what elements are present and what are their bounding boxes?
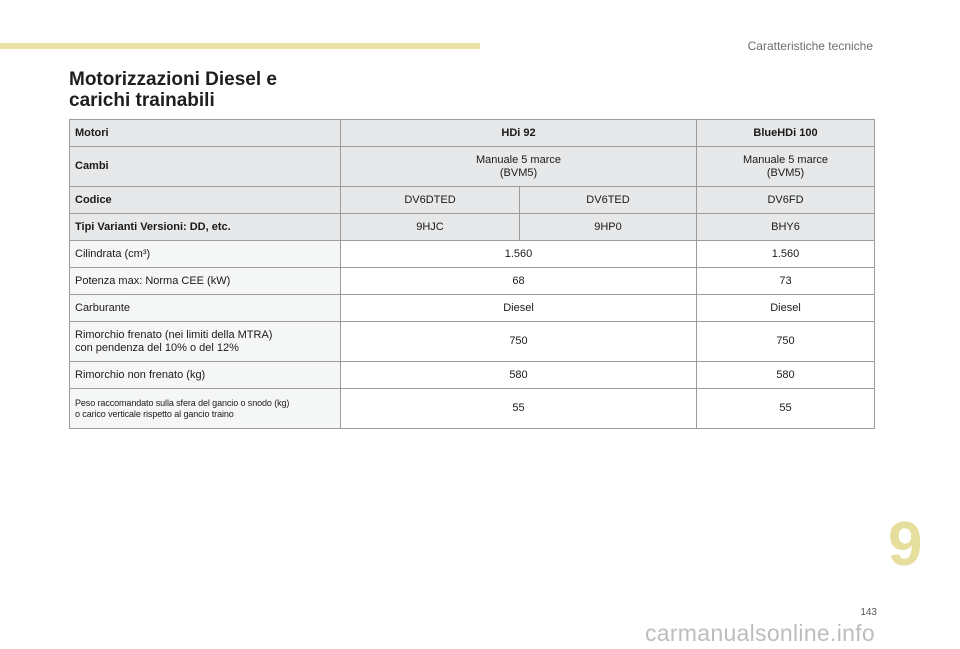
specs-table: [69, 119, 875, 429]
row-label: Rimorchio frenato (nei limiti della MTRA) con pendenza del 10% o del 12%: [70, 322, 341, 362]
value-cell: 580: [697, 362, 875, 389]
row-label: Carburante: [70, 295, 341, 322]
table-row: [70, 214, 875, 241]
row-label: Tipi Varianti Versioni: DD, etc.: [70, 214, 341, 241]
code-cell: DV6FD: [697, 187, 875, 214]
value-cell: 1.560: [697, 241, 875, 268]
row-label: Cambi: [70, 147, 341, 187]
page-number: 143: [860, 607, 877, 618]
code-cell: DV6TED: [520, 187, 697, 214]
table-row: [70, 322, 875, 362]
value-cell: 68: [341, 268, 697, 295]
row-label: Potenza max: Norma CEE (kW): [70, 268, 341, 295]
table-row: [70, 147, 875, 187]
variant-cell: 9HP0: [520, 214, 697, 241]
chapter-number: 9: [888, 510, 923, 579]
table-row: [70, 241, 875, 268]
table-row: [70, 389, 875, 429]
table-row: [70, 295, 875, 322]
code-cell: DV6DTED: [341, 187, 520, 214]
page-title-line-1: Motorizzazioni Diesel e: [69, 69, 277, 90]
watermark: carmanualsonline.info: [644, 620, 875, 646]
section-header: Caratteristiche tecniche: [747, 39, 873, 53]
value-cell: 1.560: [341, 241, 697, 268]
row-label: Codice: [70, 187, 341, 214]
page-title: [69, 69, 277, 111]
value-cell: 750: [341, 322, 697, 362]
row-label: Rimorchio non frenato (kg): [70, 362, 341, 389]
value-cell: 580: [341, 362, 697, 389]
row-label: Cilindrata (cm³): [70, 241, 341, 268]
table-row: [70, 120, 875, 147]
value-cell: 55: [697, 389, 875, 429]
variant-cell: BHY6: [697, 214, 875, 241]
gearbox-cell: Manuale 5 marce (BVM5): [341, 147, 697, 187]
engine-name-cell: BlueHDi 100: [697, 120, 875, 147]
table-row: [70, 187, 875, 214]
table-row: [70, 362, 875, 389]
value-cell: Diesel: [341, 295, 697, 322]
value-cell: 750: [697, 322, 875, 362]
row-label: Motori: [70, 120, 341, 147]
variant-cell: 9HJC: [341, 214, 520, 241]
gearbox-cell: Manuale 5 marce (BVM5): [697, 147, 875, 187]
value-cell: 55: [341, 389, 697, 429]
engine-name-cell: HDi 92: [341, 120, 697, 147]
table-row: [70, 268, 875, 295]
page-title-line-2: carichi trainabili: [69, 90, 215, 111]
top-accent-bar: [0, 43, 480, 49]
value-cell: 73: [697, 268, 875, 295]
value-cell: Diesel: [697, 295, 875, 322]
row-label: Peso raccomandato sulla sfera del gancio o snodo (kg) o carico verticale rispetto al gancio traino: [70, 389, 341, 429]
